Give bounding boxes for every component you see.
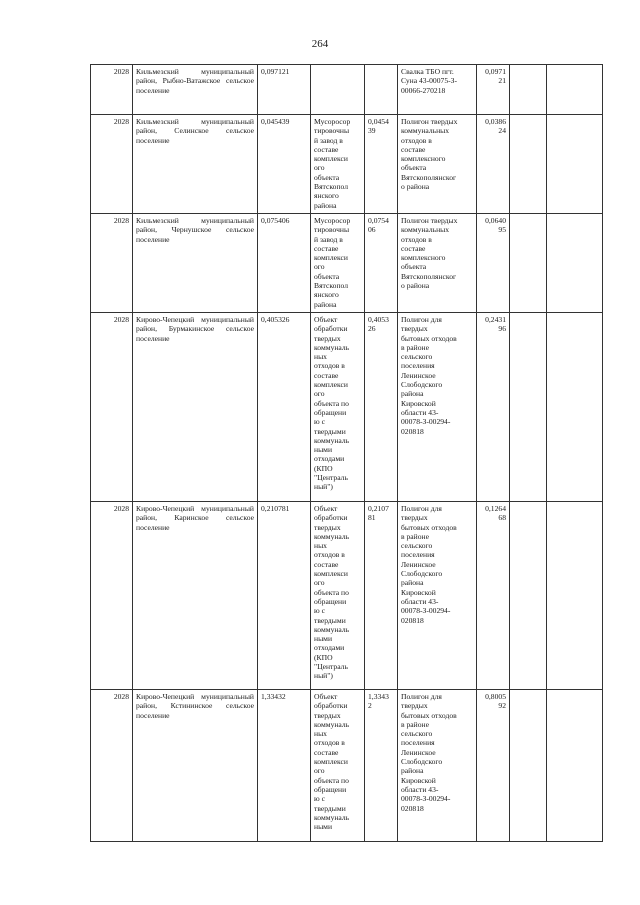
destination-cell: Свалка ТБО пгт. Суна 43-00075-З- 00066-270218 (398, 65, 477, 115)
table-row (91, 65, 603, 115)
year-cell: 2028 (91, 214, 133, 313)
mass-cell: 1,33432 (258, 690, 311, 842)
mass-cell: 0,097121 (258, 65, 311, 115)
destination-cell: Полигон твердых коммунальных отходов в составе комплексного объекта Вятскополянског о района (398, 115, 477, 214)
municipality-cell: Кирово-Чепецкий муниципальный район, Каринское сельское поселение (133, 502, 258, 690)
destination-cell: Полигон для твердых бытовых отходов в районе сельского поселения Ленинское Слободского района Кировской области 43- 00078-З-00294- 020818 (398, 313, 477, 502)
empty-cell (510, 502, 547, 690)
waste-flow-table (90, 64, 603, 842)
municipality-cell: Кирово-Чепецкий муниципальный район, Бурмакинское сельское поселение (133, 313, 258, 502)
destination-mass-cell: 0,2431 96 (477, 313, 510, 502)
empty-cell (547, 502, 603, 690)
facility-mass-cell (365, 65, 398, 115)
table-row (91, 115, 603, 214)
table-row (91, 313, 603, 502)
empty-cell (547, 313, 603, 502)
mass-cell: 0,210781 (258, 502, 311, 690)
table-row (91, 214, 603, 313)
facility-mass-cell: 0,0454 39 (365, 115, 398, 214)
table-row (91, 502, 603, 690)
empty-cell (510, 214, 547, 313)
facility-cell (311, 65, 365, 115)
municipality-cell: Кильмезский муниципальный район, Чернушское сельское поселение (133, 214, 258, 313)
destination-cell: Полигон для твердых бытовых отходов в районе сельского поселения Ленинское Слободского района Кировской области 43- 00078-З-00294- 020818 (398, 690, 477, 842)
destination-cell: Полигон твердых коммунальных отходов в составе комплексного объекта Вятскополянског о района (398, 214, 477, 313)
mass-cell: 0,075406 (258, 214, 311, 313)
municipality-cell: Кирово-Чепецкий муниципальный район, Кстининское сельское поселение (133, 690, 258, 842)
mass-cell: 0,045439 (258, 115, 311, 214)
destination-mass-cell: 0,8005 92 (477, 690, 510, 842)
facility-cell: Объект обработки твердых коммуналь ных отходов в составе комплекси ого объекта по обращени ю с твердыми коммуналь ными (311, 690, 365, 842)
year-cell: 2028 (91, 65, 133, 115)
empty-cell (510, 313, 547, 502)
facility-cell: Объект обработки твердых коммуналь ных отходов в составе комплекси ого объекта по обращени ю с твердыми коммуналь ными отходами (КПО "Централь ный") (311, 502, 365, 690)
mass-cell: 0,405326 (258, 313, 311, 502)
facility-mass-cell: 1,3343 2 (365, 690, 398, 842)
empty-cell (547, 690, 603, 842)
facility-cell: Объект обработки твердых коммуналь ных отходов в составе комплекси ого объекта по обращени ю с твердыми коммуналь ными отходами (КПО "Централь ный") (311, 313, 365, 502)
municipality-cell: Кильмезский муниципальный район, Селинское сельское поселение (133, 115, 258, 214)
page-number: 264 (311, 38, 329, 50)
table-row (91, 690, 603, 842)
empty-cell (510, 690, 547, 842)
facility-cell: Мусоросор тировочны й завод в составе комплекси ого объекта Вятскопол янского района (311, 214, 365, 313)
facility-mass-cell: 0,0754 06 (365, 214, 398, 313)
destination-mass-cell: 0,0386 24 (477, 115, 510, 214)
facility-cell: Мусоросор тировочны й завод в составе комплекси ого объекта Вятскопол янского района (311, 115, 365, 214)
destination-mass-cell: 0,1264 68 (477, 502, 510, 690)
empty-cell (547, 115, 603, 214)
year-cell: 2028 (91, 313, 133, 502)
empty-cell (547, 65, 603, 115)
destination-mass-cell: 0,0971 21 (477, 65, 510, 115)
year-cell: 2028 (91, 502, 133, 690)
empty-cell (510, 115, 547, 214)
destination-mass-cell: 0,0640 95 (477, 214, 510, 313)
empty-cell (510, 65, 547, 115)
destination-cell: Полигон для твердых бытовых отходов в районе сельского поселения Ленинское Слободского района Кировской области 43- 00078-З-00294- 020818 (398, 502, 477, 690)
year-cell: 2028 (91, 115, 133, 214)
empty-cell (547, 214, 603, 313)
year-cell: 2028 (91, 690, 133, 842)
facility-mass-cell: 0,4053 26 (365, 313, 398, 502)
municipality-cell: Кильмезский муниципальный район, Рыбно-Ватажское сельское поселение (133, 65, 258, 115)
facility-mass-cell: 0,2107 81 (365, 502, 398, 690)
